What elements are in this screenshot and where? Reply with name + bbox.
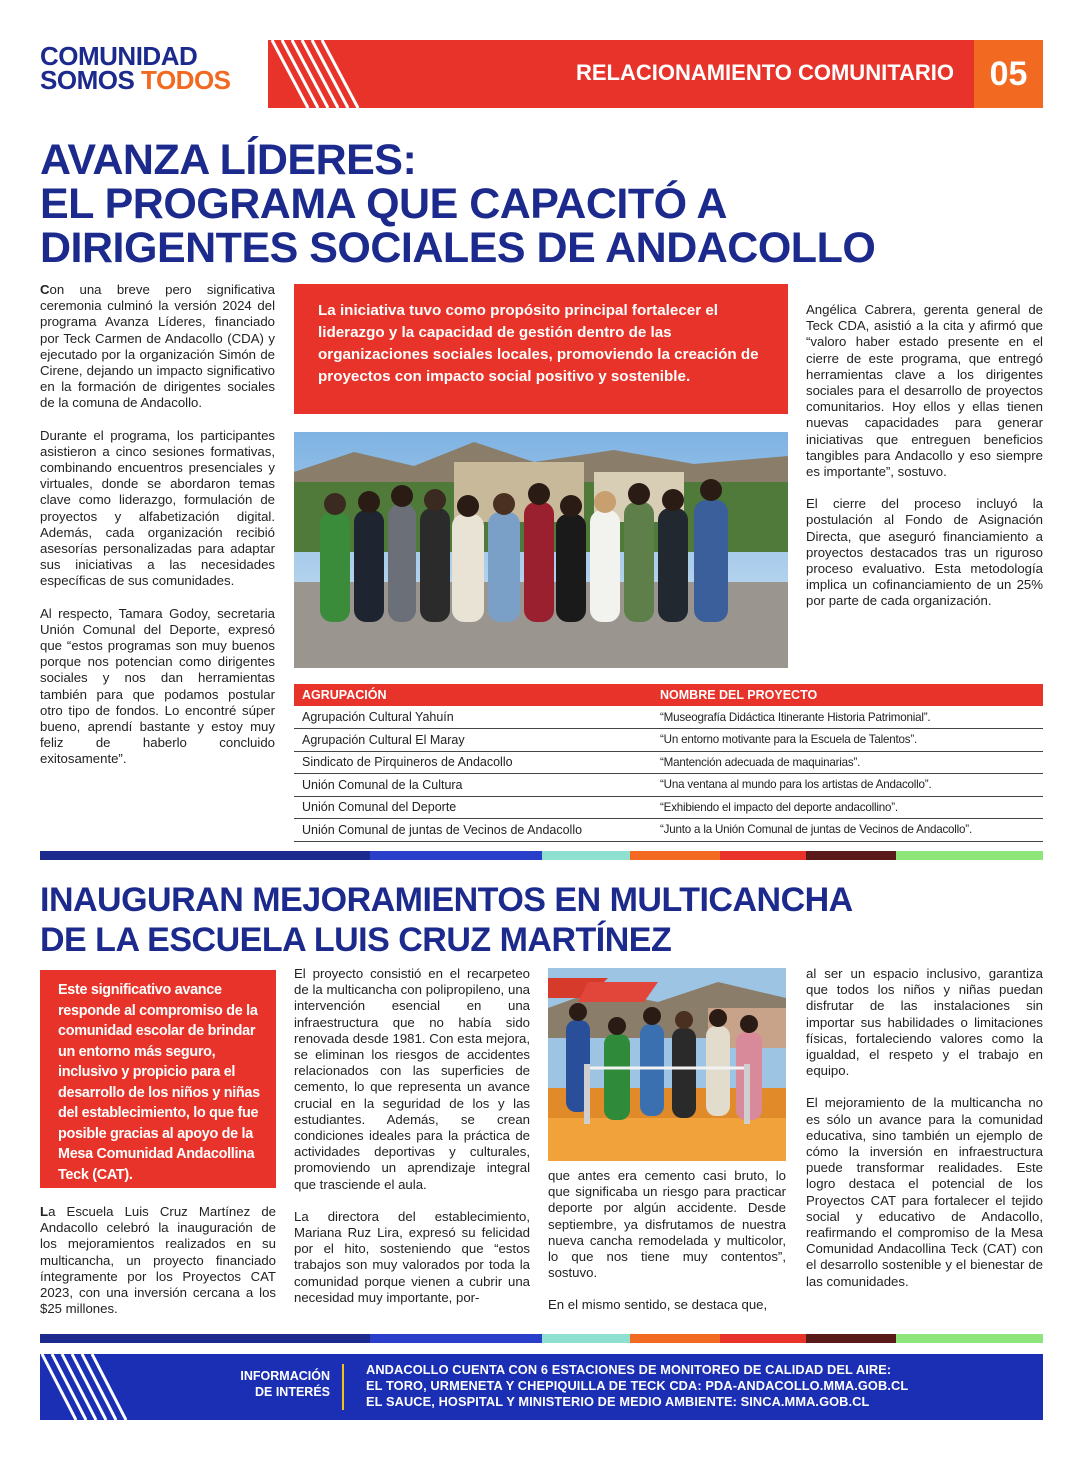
table-cell: “Mantención adecuada de maquinarias”.	[652, 751, 1043, 774]
article1-paragraph: Angélica Cabrera, gerenta general de Teck CDA, asistió a la cita y afirmó que “valoro haber estado presente en el cierre de este programa, que entregó herramientas clave a los dirigentes sociales para el desarrollo de proyectos comunitarios. Hoy ellos y ellas tienen nuevas capacidades para generar iniciativas que entreguen beneficios tangibles para Andacollo y eso siempre es importante”, sostuvo.	[806, 302, 1043, 480]
info-label-line1: INFORMACIÓN	[240, 1369, 330, 1383]
group-photo	[294, 432, 788, 668]
article1-column3	[806, 302, 1043, 626]
table-cell: Sindicato de Pirquineros de Andacollo	[294, 751, 652, 774]
table-cell: Unión Comunal del Deporte	[294, 796, 652, 819]
color-divider	[40, 851, 1043, 860]
color-divider	[40, 1334, 1043, 1343]
projects-table	[294, 684, 1043, 842]
article2-paragraph: La directora del establecimiento, Mariana Ruz Lira, expresó su felicidad por el hito, sosteniendo que “estos trabajos son muy valorados por toda la comunidad porque vienen a cubrir una necesidad muy importante, por-	[294, 1208, 530, 1305]
article2-paragraph: al ser un espacio inclusivo, garantiza que todos los niños y niñas puedan disfrutar de las instalaciones sin importar sus habilidades o limitaciones físicas, fortaleciendo valores como la igualdad, el respeto y el trabajo en equipo.	[806, 966, 1043, 1079]
brand-logo	[40, 41, 280, 95]
table-cell: Unión Comunal de la Cultura	[294, 774, 652, 797]
footer-separator	[342, 1364, 344, 1410]
section-header-bar	[268, 40, 974, 108]
table-cell: Agrupación Cultural Yahuín	[294, 706, 652, 729]
article1-paragraph: Al respecto, Tamara Godoy, secretaria Unión Comunal del Deporte, expresó que “estos programas son muy buenos porque nos potencian como dirigentes sociales y nos dan herramientas también para que podamos postular otro tipo de fondos. Lo encontré súper bueno, aprendí bastante y estoy muy feliz de haberlo concluido exitosamente”.	[40, 605, 275, 767]
table-row	[294, 774, 1043, 797]
article1-paragraph: El cierre del proceso incluyó la postulación al Fondo de Asignación Directa, que aseguró financiamiento a proyectos destacados tras un riguroso proceso evaluativo. Esta metodología implica un cofinanciamiento de un 25% por parte de cada organización.	[806, 496, 1043, 609]
brand-todos: TODOS	[141, 65, 231, 95]
article1-column1	[40, 282, 275, 784]
brand-line2	[40, 65, 280, 95]
article1-title-line2: EL PROGRAMA QUE CAPACITÓ A	[40, 180, 727, 228]
article2-column3	[548, 1168, 786, 1330]
article2-title	[40, 880, 940, 960]
info-line: ANDACOLLO CUENTA CON 6 ESTACIONES DE MONITOREO DE CALIDAD DEL AIRE:	[366, 1362, 892, 1377]
article1-title	[40, 138, 940, 270]
article2-title-line2: DE LA ESCUELA LUIS CRUZ MARTÍNEZ	[40, 921, 672, 959]
article2-paragraph: El proyecto consistió en el recarpeteo de la multicancha con polipropileno, una intervención esencial en una infraestructura que no había sido renovada desde 1981. Con esta mejora, se eliminan los riesgos de accidentes relacionados con las superficies de cemento, lo que representa un avance crucial en la seguridad de los y las estudiantes. Además, se crean condiciones ideales para la práctica de actividades deportivas y culturales, promoviendo un aprendizaje integral que trasciende el aula.	[294, 966, 530, 1192]
article2-paragraph: La Escuela Luis Cruz Martínez de Andacollo celebró la inauguración de los mejoramientos realizados en su multicancha, un proyecto financiado íntegramente por los Proyectos CAT 2023, con una inversión cercana a los $25 millones.	[40, 1204, 276, 1317]
article2-paragraph: En el mismo sentido, se destaca que,	[548, 1297, 768, 1313]
article2-paragraph: que antes era cemento casi bruto, lo que significaba un riesgo para practicar deporte por algún accidente. Desde septiembre, ya disfrutamos de nuestra nueva cancha remodelada y multicolor, lo que nos tiene muy contentos”, sostuvo.	[548, 1168, 786, 1281]
article1-pull-quote: La iniciativa tuvo como propósito principal fortalecer el liderazgo y la capacidad de gestión dentro de las organizaciones sociales locales, promoviendo la creación de proyectos con impacto social positivo y sostenible.	[294, 284, 788, 414]
table-row	[294, 796, 1043, 819]
table-cell: “Un entorno motivante para la Escuela de Talentos”.	[652, 729, 1043, 752]
brand-line1: COMUNIDAD	[40, 41, 198, 71]
article1-paragraph: Durante el programa, los participantes asistieron a cinco sesiones formativas, combinando encuentros presenciales y virtuales, donde se abordaron temas clave como liderazgo, formulación de proyectos y alfabetización digital. Además, cada organización recibió asesorías personalizadas para adaptar sus iniciativas a las necesidades específicas de sus comunidades.	[40, 427, 275, 589]
table-header-row	[294, 684, 1043, 706]
article1-title-line3: DIRIGENTES SOCIALES DE ANDACOLLO	[40, 224, 876, 272]
info-line: EL TORO, URMENETA Y CHEPIQUILLA DE TECK CDA: PDA-ANDACOLLO.MMA.GOB.CL	[366, 1378, 909, 1393]
info-line: EL SAUCE, HOSPITAL Y MINISTERIO DE MEDIO AMBIENTE: SINCA.MMA.GOB.CL	[366, 1394, 870, 1409]
article1-paragraph: Con una breve pero significativa ceremonia culminó la versión 2024 del programa Avanza Líderes, financiado por Teck Carmen de Andacollo (CDA) y ejecutado por la organización Simón de Cirene, dejando un impacto significativo en la formación de dirigentes sociales de la comuna de Andacollo.	[40, 282, 275, 411]
table-header-cell: NOMBRE DEL PROYECTO	[652, 684, 1043, 706]
info-label-line2: DE INTERÉS	[254, 1385, 330, 1399]
table-cell: “Museografía Didáctica Itinerante Historia Patrimonial”.	[652, 706, 1043, 729]
article2-pull-quote: Este significativo avance responde al compromiso de la comunidad escolar de brindar un entorno más seguro, inclusivo y propicio para el desarrollo de los niños y niñas del establecimiento, lo que fue posible gracias al apoyo de la Mesa Comunidad Andacollina Teck (CAT).	[40, 970, 276, 1188]
brand-somos: SOMOS	[40, 65, 135, 95]
info-footer	[40, 1354, 1043, 1420]
ribbon-cutting-photo	[548, 968, 786, 1161]
table-row	[294, 729, 1043, 752]
diagonal-stripes-decoration	[40, 1354, 190, 1420]
page-number: 05	[974, 40, 1043, 108]
article2-column1	[40, 1204, 276, 1333]
table-cell: “Junto a la Unión Comunal de juntas de Vecinos de Andacollo”.	[652, 819, 1043, 842]
article2-title-line1: INAUGURAN MEJORAMIENTOS EN MULTICANCHA	[40, 881, 853, 919]
table-cell: “Una ventana al mundo para los artistas de Andacollo”.	[652, 774, 1043, 797]
table-row	[294, 819, 1043, 842]
table-cell: Agrupación Cultural El Maray	[294, 729, 652, 752]
table-cell: “Exhibiendo el impacto del deporte andacollino”.	[652, 796, 1043, 819]
table-cell: Unión Comunal de juntas de Vecinos de Andacollo	[294, 819, 652, 842]
table-row	[294, 751, 1043, 774]
article2-paragraph: El mejoramiento de la multicancha no es sólo un avance para la comunidad educativa, sino también un ejemplo de cómo la inversión en infraestructura puede transformar realidades. Este logro destaca el potencial de los Proyectos CAT para fortalecer el tejido social y educativo de Andacollo, reafirmando el compromiso de la Mesa Comunidad Andacollina Teck (CAT) con el desarrollo sostenible y el bienestar de las comunidades.	[806, 1095, 1043, 1289]
diagonal-stripes-decoration	[268, 40, 408, 108]
info-text	[366, 1362, 908, 1410]
table-row	[294, 706, 1043, 729]
info-label	[200, 1368, 330, 1400]
article2-column4	[806, 966, 1043, 1306]
section-title: RELACIONAMIENTO COMUNITARIO	[575, 60, 954, 85]
article2-column2	[294, 966, 530, 1322]
table-header-cell: AGRUPACIÓN	[294, 684, 652, 706]
article1-title-line1: AVANZA LÍDERES:	[40, 136, 417, 184]
